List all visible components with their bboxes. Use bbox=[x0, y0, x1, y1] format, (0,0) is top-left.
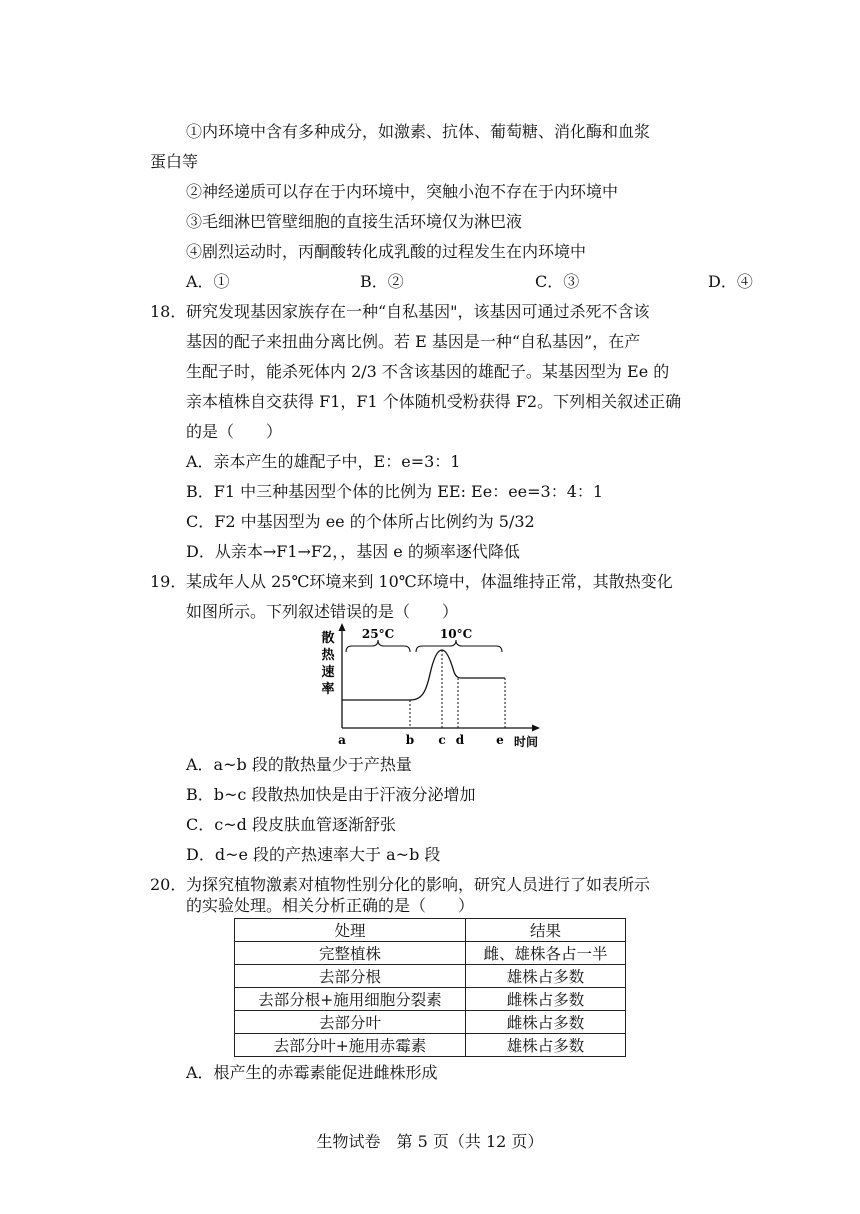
q19-stem-line-2: 如图所示。下列叙述错误的是（ ） bbox=[186, 602, 459, 621]
q18-stem-line-2: 基因的配子来扭曲分离比例。若 E 基因是一种“自私基因”，在产 bbox=[186, 332, 641, 351]
region-label-25: 25°C bbox=[361, 627, 395, 641]
table-cell: 雄株占多数 bbox=[466, 1034, 626, 1057]
table-header-row bbox=[235, 919, 626, 942]
series-line bbox=[342, 650, 505, 700]
tick-label-e: e bbox=[496, 733, 504, 747]
page-footer: 生物试卷 第 5 页（共 12 页） bbox=[316, 1132, 544, 1151]
table-cell: 去部分根 bbox=[235, 965, 466, 988]
y-axis-label-char: 速 bbox=[321, 665, 335, 680]
q20-stem-line-1: 为探究植物激素对植物性别分化的影响，研究人员进行了如表所示 bbox=[186, 875, 651, 894]
q18-stem-line-4: 亲本植株自交获得 F1，F1 个体随机受粉获得 F2。下列相关叙述正确 bbox=[186, 392, 682, 411]
table-header: 处理 bbox=[235, 919, 466, 942]
q19-option-c: C．c~d 段皮肤血管逐渐舒张 bbox=[186, 815, 396, 834]
q17-option-b: B．② bbox=[360, 272, 404, 291]
table-cell: 雌株占多数 bbox=[466, 1011, 626, 1034]
q19-number: 19． bbox=[150, 572, 187, 591]
table-cell: 去部分叶+施用赤霉素 bbox=[235, 1034, 466, 1057]
q17-statement-2: ②神经递质可以存在于内环境中，突触小泡不存在于内环境中 bbox=[186, 182, 619, 201]
y-axis-label-char: 热 bbox=[321, 648, 335, 663]
table-row bbox=[235, 1034, 626, 1057]
q19-option-a: A．a~b 段的散热量少于产热量 bbox=[186, 755, 412, 774]
table-cell: 雌、雄株各占一半 bbox=[466, 942, 626, 965]
q19-heat-dissipation-chart bbox=[310, 622, 550, 754]
table-cell: 去部分叶 bbox=[235, 1011, 466, 1034]
y-axis-arrow bbox=[339, 623, 346, 631]
q19-option-b: B．b~c 段散热加快是由于汗液分泌增加 bbox=[186, 785, 476, 804]
y-axis-label-char: 散 bbox=[321, 631, 335, 646]
q20-number: 20． bbox=[150, 875, 187, 894]
q20-stem-line-2: 的实验处理。相关分析正确的是（ ） bbox=[186, 896, 475, 915]
table-row bbox=[235, 942, 626, 965]
q19-stem-line-1: 某成年人从 25℃环境来到 10℃环境中，体温维持正常，其散热变化 bbox=[186, 572, 673, 591]
region-brace-10 bbox=[416, 640, 502, 652]
tick-label-c: c bbox=[438, 733, 446, 747]
q17-option-c: C．③ bbox=[535, 272, 580, 291]
tick-label-b: b bbox=[405, 733, 415, 747]
tick-label-a: a bbox=[338, 733, 346, 747]
q18-stem-line-3: 生配子时，能杀死体内 2/3 不含该基因的雄配子。某基因型为 Ee 的 bbox=[186, 362, 670, 381]
experiment-table bbox=[234, 918, 626, 1057]
table-cell: 雄株占多数 bbox=[466, 965, 626, 988]
table-cell: 去部分根+施用细胞分裂素 bbox=[235, 988, 466, 1011]
q18-option-c: C．F2 中基因型为 ee 的个体所占比例约为 5/32 bbox=[186, 512, 535, 531]
q18-stem-line-1: 研究发现基因家族存在一种“自私基因"，该基因可通过杀死不含该 bbox=[186, 302, 650, 321]
q17-statement-1: ①内环境中含有多种成分，如激素、抗体、葡萄糖、消化酶和血浆 bbox=[186, 122, 651, 141]
q17-statement-1-cont: 蛋白等 bbox=[150, 152, 199, 171]
q18-option-a: A．亲本产生的雄配子中，E：e=3：1 bbox=[186, 452, 461, 471]
q18-option-d: D．从亲本→F1→F2，，基因 e 的频率逐代降低 bbox=[186, 542, 520, 561]
q17-option-a: A．① bbox=[186, 272, 230, 291]
table-header: 结果 bbox=[466, 919, 626, 942]
q20-option-a: A．根产生的赤霉素能促进雌株形成 bbox=[186, 1063, 438, 1082]
table-row bbox=[235, 988, 626, 1011]
q19-option-d: D．d~e 段的产热速率大于 a~b 段 bbox=[186, 845, 441, 864]
q18-number: 18． bbox=[150, 302, 187, 321]
table-cell: 完整植株 bbox=[235, 942, 466, 965]
q18-option-b: B．F1 中三种基因型个体的比例为 EE: Ee：ee=3：4：1 bbox=[186, 482, 604, 501]
q17-statement-3: ③毛细淋巴管壁细胞的直接生活环境仅为淋巴液 bbox=[186, 212, 523, 231]
q17-option-d: D．④ bbox=[708, 272, 753, 291]
x-axis-arrow bbox=[532, 725, 540, 732]
x-axis-label: 时间 bbox=[513, 735, 539, 749]
region-brace-25 bbox=[346, 640, 410, 652]
y-axis-label-char: 率 bbox=[321, 682, 335, 697]
q18-stem-line-5: 的是（ ） bbox=[186, 422, 283, 441]
q17-statement-4: ④剧烈运动时，丙酮酸转化成乳酸的过程发生在内环境中 bbox=[186, 242, 587, 261]
y-axis-label bbox=[321, 630, 335, 697]
table-cell: 雌株占多数 bbox=[466, 988, 626, 1011]
tick-label-d: d bbox=[455, 733, 465, 747]
region-label-10: 10°C bbox=[439, 627, 473, 641]
table-row bbox=[235, 1011, 626, 1034]
table-row bbox=[235, 965, 626, 988]
